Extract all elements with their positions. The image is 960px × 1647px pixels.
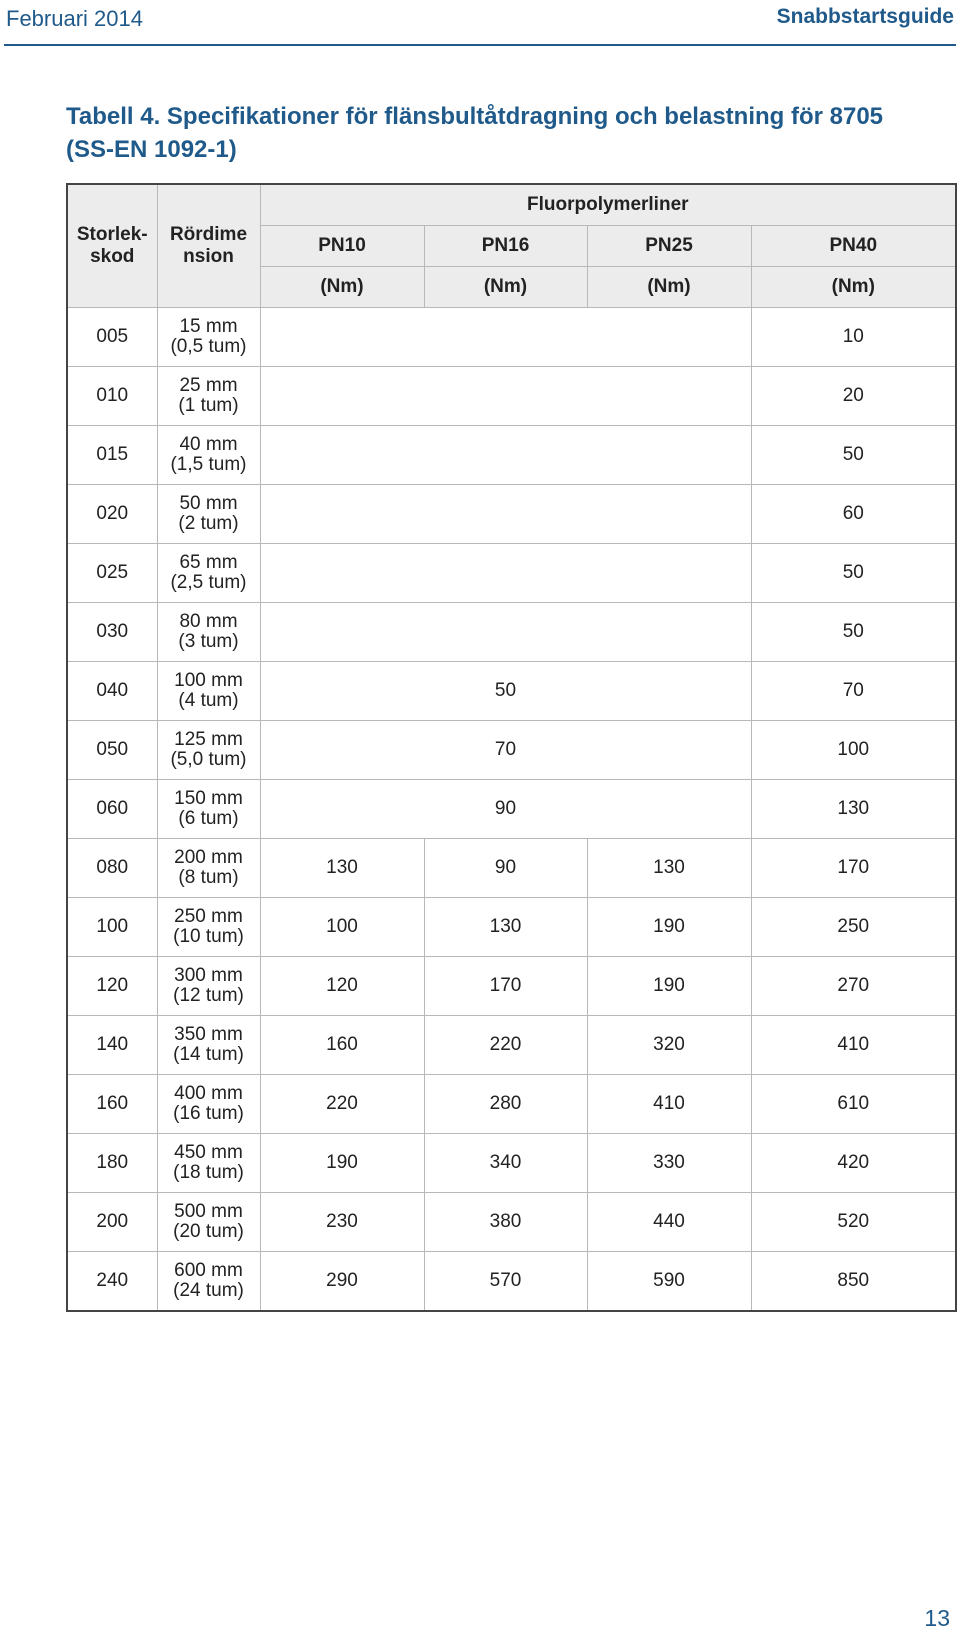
- table-row: [67, 1075, 956, 1134]
- header-fluoropolymer-liner: Fluorpolymerliner: [260, 184, 956, 226]
- pipe-dimension-mm: 25 mm: [179, 375, 238, 396]
- table-row: [67, 662, 956, 721]
- pipe-dimension-inch: (8 tum): [178, 867, 239, 888]
- torque-pn25-cell: 440: [587, 1193, 751, 1252]
- torque-pn10-cell: 290: [260, 1252, 424, 1312]
- pipe-dimension-mm: 125 mm: [174, 729, 243, 750]
- torque-pn25-cell: 590: [587, 1252, 751, 1312]
- torque-pn10-cell: 190: [260, 1134, 424, 1193]
- header-size-code-line1: Storlek-: [76, 224, 148, 245]
- size-code-cell: 080: [67, 839, 157, 898]
- size-code-cell: 200: [67, 1193, 157, 1252]
- torque-pn40-cell: 520: [751, 1193, 956, 1252]
- pipe-dimension-mm: 80 mm: [179, 611, 238, 632]
- header-unit-pn10: (Nm): [260, 267, 424, 308]
- torque-pn40-cell: 100: [751, 721, 956, 780]
- header-pn16: PN16: [424, 226, 587, 267]
- torque-pn40-cell: 50: [751, 544, 956, 603]
- table-row: [67, 957, 956, 1016]
- pipe-dimension-cell: [157, 1075, 260, 1134]
- pipe-dimension-inch: (14 tum): [173, 1044, 244, 1065]
- table-row: [67, 603, 956, 662]
- torque-pn40-cell: 850: [751, 1252, 956, 1312]
- torque-pn40-cell: 610: [751, 1075, 956, 1134]
- pipe-dimension-cell: [157, 898, 260, 957]
- torque-pn10-cell: 160: [260, 1016, 424, 1075]
- pipe-dimension-inch: (24 tum): [173, 1280, 244, 1301]
- pipe-dimension-cell: [157, 603, 260, 662]
- pipe-dimension-inch: (5,0 tum): [170, 749, 247, 770]
- table-row: [67, 544, 956, 603]
- pipe-dimension-inch: (1,5 tum): [170, 454, 247, 475]
- table-row: [67, 839, 956, 898]
- pipe-dimension-cell: [157, 308, 260, 367]
- size-code-cell: 015: [67, 426, 157, 485]
- pipe-dimension-cell: [157, 839, 260, 898]
- torque-pn40-cell: 410: [751, 1016, 956, 1075]
- torque-pn10-cell: 230: [260, 1193, 424, 1252]
- torque-pn10-cell: 130: [260, 839, 424, 898]
- pipe-dimension-inch: (1 tum): [178, 395, 239, 416]
- torque-pn25-cell: 410: [587, 1075, 751, 1134]
- torque-pn40-cell: 420: [751, 1134, 956, 1193]
- torque-pn10-pn25-cell: [260, 485, 751, 544]
- torque-pn10-cell: 100: [260, 898, 424, 957]
- pipe-dimension-cell: [157, 1193, 260, 1252]
- torque-pn40-cell: 130: [751, 780, 956, 839]
- pipe-dimension-mm: 500 mm: [174, 1201, 243, 1222]
- torque-pn25-cell: 320: [587, 1016, 751, 1075]
- torque-pn16-cell: 220: [424, 1016, 587, 1075]
- size-code-cell: 050: [67, 721, 157, 780]
- pipe-dimension-mm: 15 mm: [179, 316, 238, 337]
- size-code-cell: 040: [67, 662, 157, 721]
- pipe-dimension-inch: (6 tum): [178, 808, 239, 829]
- pipe-dimension-inch: (16 tum): [173, 1103, 244, 1124]
- header-date: Februari 2014: [6, 6, 143, 31]
- pipe-dimension-mm: 65 mm: [179, 552, 238, 573]
- size-code-cell: 025: [67, 544, 157, 603]
- pipe-dimension-cell: [157, 721, 260, 780]
- torque-spec-table: [66, 183, 957, 1312]
- pipe-dimension-cell: [157, 426, 260, 485]
- torque-pn10-cell: 220: [260, 1075, 424, 1134]
- size-code-cell: 140: [67, 1016, 157, 1075]
- header-pn25: PN25: [587, 226, 751, 267]
- pipe-dimension-mm: 200 mm: [174, 847, 243, 868]
- header-unit-pn40: (Nm): [751, 267, 956, 308]
- table-row: [67, 367, 956, 426]
- size-code-cell: 020: [67, 485, 157, 544]
- header-pipe-dimension: [157, 184, 260, 308]
- page-number: 13: [924, 1605, 950, 1631]
- pipe-dimension-mm: 100 mm: [174, 670, 243, 691]
- pipe-dimension-inch: (18 tum): [173, 1162, 244, 1183]
- torque-pn40-cell: 270: [751, 957, 956, 1016]
- header-pn10: PN10: [260, 226, 424, 267]
- size-code-cell: 240: [67, 1252, 157, 1312]
- torque-pn10-pn25-cell: [260, 603, 751, 662]
- size-code-cell: 120: [67, 957, 157, 1016]
- header-pipe-dim-line1: Rördime: [169, 224, 248, 245]
- pipe-dimension-mm: 350 mm: [174, 1024, 243, 1045]
- torque-pn16-cell: 280: [424, 1075, 587, 1134]
- torque-pn16-cell: 340: [424, 1134, 587, 1193]
- torque-pn16-cell: 380: [424, 1193, 587, 1252]
- pipe-dimension-inch: (3 tum): [178, 631, 239, 652]
- pipe-dimension-inch: (20 tum): [173, 1221, 244, 1242]
- pipe-dimension-mm: 150 mm: [174, 788, 243, 809]
- header-pn40: PN40: [751, 226, 956, 267]
- pipe-dimension-cell: [157, 957, 260, 1016]
- pipe-dimension-cell: [157, 1134, 260, 1193]
- torque-pn40-cell: 20: [751, 367, 956, 426]
- size-code-cell: 005: [67, 308, 157, 367]
- table-row: [67, 721, 956, 780]
- torque-pn40-cell: 60: [751, 485, 956, 544]
- torque-pn40-cell: 50: [751, 603, 956, 662]
- torque-pn16-cell: 570: [424, 1252, 587, 1312]
- pipe-dimension-inch: (2,5 tum): [170, 572, 247, 593]
- pipe-dimension-mm: 300 mm: [174, 965, 243, 986]
- pipe-dimension-cell: [157, 1016, 260, 1075]
- torque-pn10-pn25-cell: [260, 544, 751, 603]
- table-row: [67, 426, 956, 485]
- size-code-cell: 160: [67, 1075, 157, 1134]
- header-unit-pn25: (Nm): [587, 267, 751, 308]
- torque-pn16-cell: 130: [424, 898, 587, 957]
- size-code-cell: 010: [67, 367, 157, 426]
- pipe-dimension-mm: 450 mm: [174, 1142, 243, 1163]
- page-header: [4, 0, 956, 46]
- pipe-dimension-mm: 50 mm: [179, 493, 238, 514]
- header-size-code-line2: skod: [90, 246, 135, 267]
- torque-pn10-pn25-cell: 70: [260, 721, 751, 780]
- table-row: [67, 1252, 956, 1312]
- size-code-cell: 030: [67, 603, 157, 662]
- pipe-dimension-cell: [157, 662, 260, 721]
- torque-pn25-cell: 330: [587, 1134, 751, 1193]
- size-code-cell: 060: [67, 780, 157, 839]
- header-guide-title: Snabbstartsguide: [776, 5, 954, 28]
- torque-pn16-cell: 90: [424, 839, 587, 898]
- pipe-dimension-inch: (10 tum): [173, 926, 244, 947]
- torque-pn16-cell: 170: [424, 957, 587, 1016]
- torque-pn40-cell: 250: [751, 898, 956, 957]
- table-row: [67, 1016, 956, 1075]
- header-unit-pn16: (Nm): [424, 267, 587, 308]
- size-code-cell: 100: [67, 898, 157, 957]
- table-row: [67, 485, 956, 544]
- torque-pn40-cell: 50: [751, 426, 956, 485]
- pipe-dimension-cell: [157, 485, 260, 544]
- pipe-dimension-cell: [157, 544, 260, 603]
- pipe-dimension-mm: 600 mm: [174, 1260, 243, 1281]
- pipe-dimension-mm: 250 mm: [174, 906, 243, 927]
- torque-pn40-cell: 10: [751, 308, 956, 367]
- table-row: [67, 780, 956, 839]
- torque-pn25-cell: 130: [587, 839, 751, 898]
- pipe-dimension-cell: [157, 780, 260, 839]
- size-code-cell: 180: [67, 1134, 157, 1193]
- header-size-code: [67, 184, 157, 308]
- torque-pn10-cell: 120: [260, 957, 424, 1016]
- torque-pn10-pn25-cell: [260, 426, 751, 485]
- pipe-dimension-inch: (0,5 tum): [170, 336, 247, 357]
- table-row: [67, 1134, 956, 1193]
- table-row: [67, 1193, 956, 1252]
- torque-pn10-pn25-cell: 90: [260, 780, 751, 839]
- table-row: [67, 308, 956, 367]
- torque-pn40-cell: 70: [751, 662, 956, 721]
- pipe-dimension-inch: (12 tum): [173, 985, 244, 1006]
- torque-pn40-cell: 170: [751, 839, 956, 898]
- pipe-dimension-mm: 400 mm: [174, 1083, 243, 1104]
- pipe-dimension-cell: [157, 1252, 260, 1312]
- table-row: [67, 898, 956, 957]
- torque-pn10-pn25-cell: [260, 308, 751, 367]
- table-title: Tabell 4. Specifikationer för flänsbultåtdragning och belastning för 8705 (SS-EN 1092-1): [66, 103, 884, 163]
- pipe-dimension-inch: (4 tum): [178, 690, 239, 711]
- torque-pn25-cell: 190: [587, 898, 751, 957]
- pipe-dimension-cell: [157, 367, 260, 426]
- pipe-dimension-inch: (2 tum): [178, 513, 239, 534]
- torque-pn10-pn25-cell: 50: [260, 662, 751, 721]
- pipe-dimension-mm: 40 mm: [179, 434, 238, 455]
- torque-pn25-cell: 190: [587, 957, 751, 1016]
- header-pipe-dim-line2: nsion: [183, 246, 234, 267]
- torque-pn10-pn25-cell: [260, 367, 751, 426]
